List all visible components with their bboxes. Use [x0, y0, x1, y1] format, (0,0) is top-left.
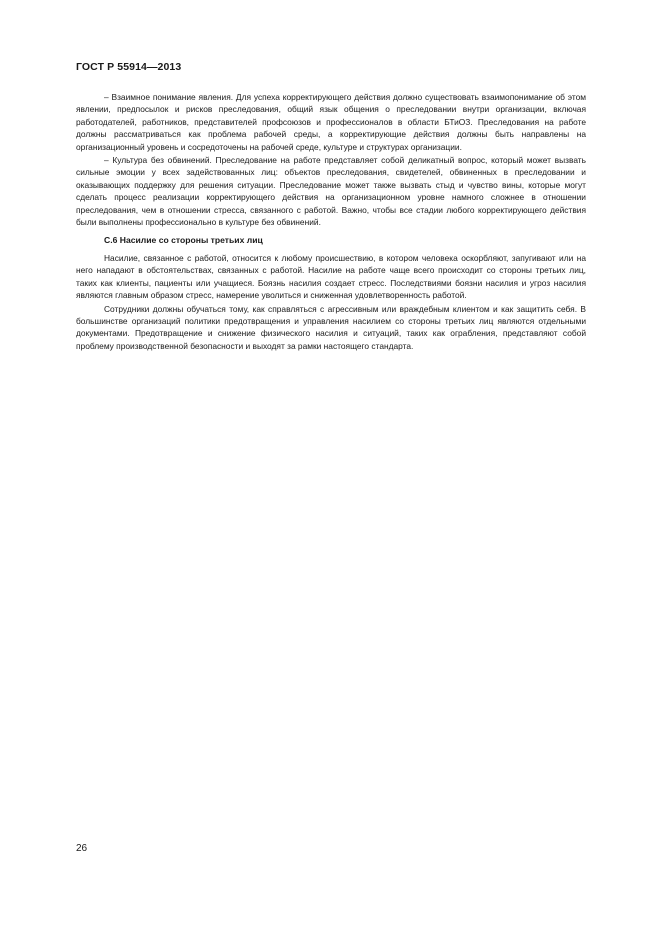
paragraph-staff-training: Сотрудники должны обучаться тому, как справляться с агрессивным или враждебным клиентом и как защитить себя. В большинстве организаций политики предотвращения и управления насилием со стороны третьих лиц являются отдельными документами. Предотвращение и снижение физического насилия и ситуаций, таких как ограбления, представляют собой проблему производственной безопасности и выходят за рамки настоящего стандарта.: [76, 303, 586, 351]
page-number: 26: [76, 843, 88, 854]
section-heading: С.6 Насилие со стороны третьих лиц: [104, 235, 263, 246]
paragraph-violence-definition: Насилие, связанное с работой, относится к любому происшествию, в котором человека оскорбляют, запугивают или на него нападают в обстоятельствах, связанных с работой. Насилие на работе чаще всего происходит со стороны третьих лиц, таких как клиенты, пациенты или учащиеся. Боязнь насилия создает стресс. Последствиями боязни насилия и угроз насилия являются главным образом стресс, намерение уволиться и сниженная удовлетворенность работой.: [76, 252, 586, 301]
document-body: [76, 91, 586, 353]
paragraph-mutual-understanding: – Взаимное понимание явления. Для успеха корректирующего действия должно существовать взаимопонимание об этом явлении, предпосылок и рисков преследования, общий язык общения о преследовании внутри организации, включая работодателей, работников, представителей профсоюзов и профессионалов в области БТиОЗ. Преследования на работе должны рассматриваться как проблема рабочей среды, а корректирующие действия должны быть направлены на организационный уровень и сосредоточены на рабочей среде, культуре и структурах организации.: [76, 92, 586, 152]
standard-header: ГОСТ Р 55914—2013: [76, 61, 182, 73]
paragraph-no-blame-culture: – Культура без обвинений. Преследование на работе представляет собой деликатный вопрос, который может вызвать сильные эмоции у всех задействованных лиц: объектов преследования, свидетелей, обвиненных в преследовании и оказывающих поддержку для решения ситуации. Преследование может также вызвать стыд и чувство вины, которые могут сделать процесс реализации корректирующего действия на организационном уровне намного сложнее в отношении преследования, чем в отношении стресса, связанного с работой. Важно, чтобы все стадии любого корректирующего действия были выполнены профессионально в культуре без обвинений.: [76, 155, 586, 228]
